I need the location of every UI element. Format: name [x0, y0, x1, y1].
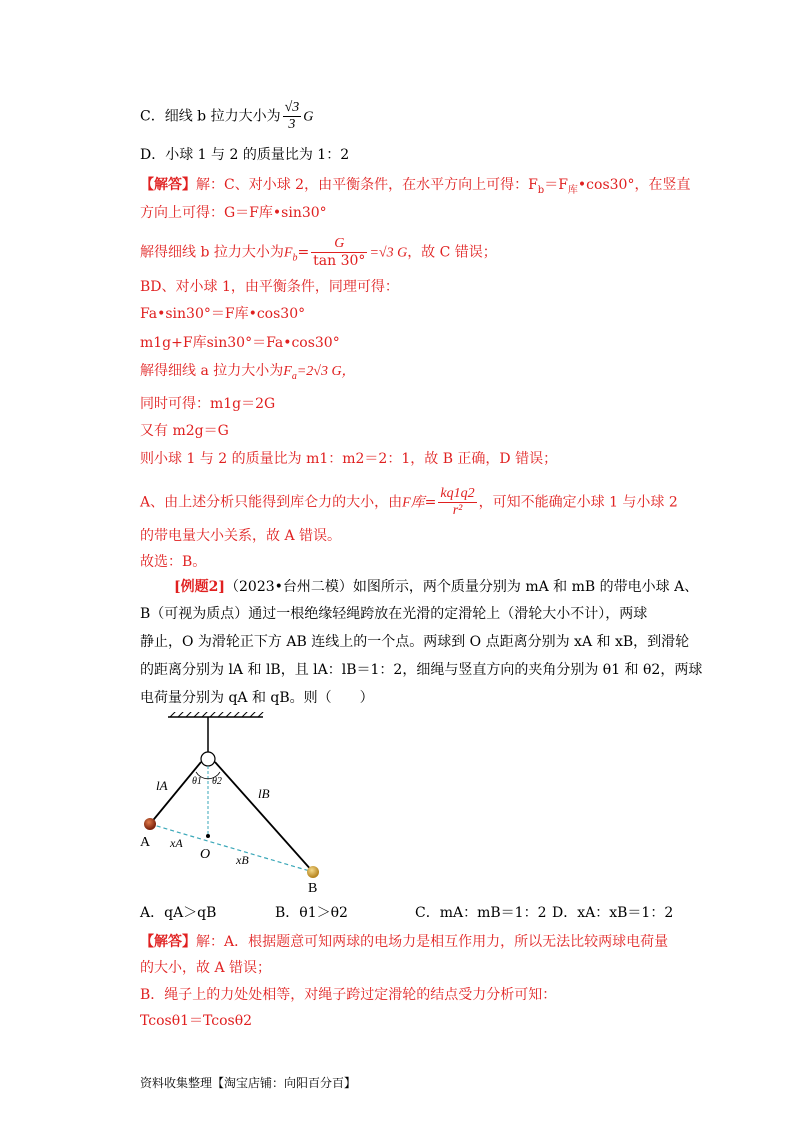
- example-tag: [例题2]: [174, 579, 225, 595]
- answer-line-3: 解得细线 b 拉力大小为$F_b=$ $\frac{G}{\tan 30^\circ}$ =√3 G，故 C 错误；: [140, 236, 497, 269]
- equation-2: m1g+F库sin30°＝Fa•cos30°: [140, 335, 340, 351]
- answer2-line-1: 【解答】解：A．根据题意可知两球的电场力是相互作用力，所以无法比较两球电荷量: [140, 934, 669, 950]
- point-o: [206, 834, 210, 838]
- g-over-tan30-fraction: $\frac{G}{\tan 30^\circ}$: [313, 236, 366, 269]
- option-c-label: C．细线 b 拉力大小为: [140, 108, 281, 125]
- answer-choose: 故选：B。: [140, 554, 207, 570]
- answer-line-a-tension: 解得细线 a 拉力大小为$F_a=2√3$ G，: [140, 363, 356, 382]
- answer-line-same: 同时可得：m1g＝2G: [140, 396, 276, 412]
- label-theta1: θ1: [192, 776, 202, 787]
- pulley-diagram: [138, 712, 338, 897]
- option-c: C．细线 b 拉力大小为 $\frac{√3}{3}$ G: [140, 100, 314, 132]
- label-b: B: [308, 881, 318, 896]
- choice-a: A．qA＞qB: [140, 905, 217, 921]
- coulomb-fraction: $\frac{kq1q2}{\text{r²}}$: [440, 486, 475, 518]
- answer-tag: 【解答】: [140, 177, 196, 193]
- label-theta2: θ2: [212, 776, 222, 787]
- label-la: lA: [156, 778, 168, 793]
- ball-a: [144, 818, 156, 830]
- ball-b: [307, 866, 319, 878]
- example-2-line-1: [例题2]（2023•台州二模）如图所示，两个质量分别为 mA 和 mB 的带电小球 A、: [174, 579, 699, 595]
- sqrt3-over-3-fraction: $\frac{√3}{3}$: [284, 100, 300, 132]
- option-d: D．小球 1 与 2 的质量比为 1：2: [140, 147, 350, 163]
- pulley: [201, 752, 215, 766]
- example-2-line-2: B（可视为质点）通过一根绝缘轻绳跨放在光滑的定滑轮上（滑轮大小不计），两球: [140, 606, 648, 622]
- example-2-line-4: 的距离分别为 lA 和 lB，且 lA：lB＝1：2，细绳与竖直方向的夹角分别为 θ1 和 θ2，两球: [140, 662, 703, 678]
- example-2-line-5: 电荷量分别为 qA 和 qB。则（ ）: [140, 690, 374, 706]
- equation-1: Fa•sin30°＝F库•cos30°: [140, 306, 306, 322]
- answer-line-2: 方向上可得：G＝F库•sin30°: [140, 205, 327, 221]
- answer-line-also: 又有 m2g＝G: [140, 423, 229, 439]
- answer2-line-2: 的大小，故 A 错误；: [140, 960, 272, 976]
- label-o: O: [200, 847, 211, 862]
- choice-c: C．mA：mB＝1：2: [415, 905, 547, 921]
- answer-line-coulomb: A、由上述分析只能得到库仑力的大小，由F库= $\frac{kq1q2}{\text{r²}}$ ，可知不能确定小球 1 与小球 2: [140, 486, 678, 518]
- answer2-line-3: B．绳子上的力处处相等，对绳子跨过定滑轮的结点受力分析可知：: [140, 987, 557, 1003]
- example-2-line-3: 静止，O 为滑轮正下方 AB 连线上的一个点。两球到 O 点距离分别为 xA 和 xB，到滑轮: [140, 634, 690, 650]
- rope-b: [215, 762, 313, 872]
- choice-d: D．xA：xB＝1：2: [552, 905, 674, 921]
- choice-b: B．θ1＞θ2: [275, 905, 348, 921]
- ceiling: [168, 712, 264, 717]
- answer2-line-4: Tcosθ1＝Tcosθ2: [140, 1013, 253, 1029]
- rope-a: [150, 762, 201, 824]
- answer-line-bd: BD、对小球 1，由平衡条件，同理可得：: [140, 279, 399, 295]
- label-lb: lB: [258, 786, 270, 801]
- label-xb: xB: [236, 853, 249, 867]
- answer-line-1: 【解答】解：C、对小球 2，由平衡条件，在水平方向上可得：$F_b=F_库•\cos 30^\circ$，在竖直: [140, 177, 691, 196]
- label-xa: xA: [170, 836, 183, 850]
- footer-note: 资料收集整理【淘宝店铺：向阳百分百】: [140, 1076, 357, 1090]
- answer-line-coulomb-2: 的带电量大小关系，故 A 错误。: [140, 528, 342, 544]
- answer-line-ratio: 则小球 1 与 2 的质量比为 m1：m2＝2：1，故 B 正确，D 错误；: [140, 451, 558, 467]
- label-a: A: [140, 835, 151, 850]
